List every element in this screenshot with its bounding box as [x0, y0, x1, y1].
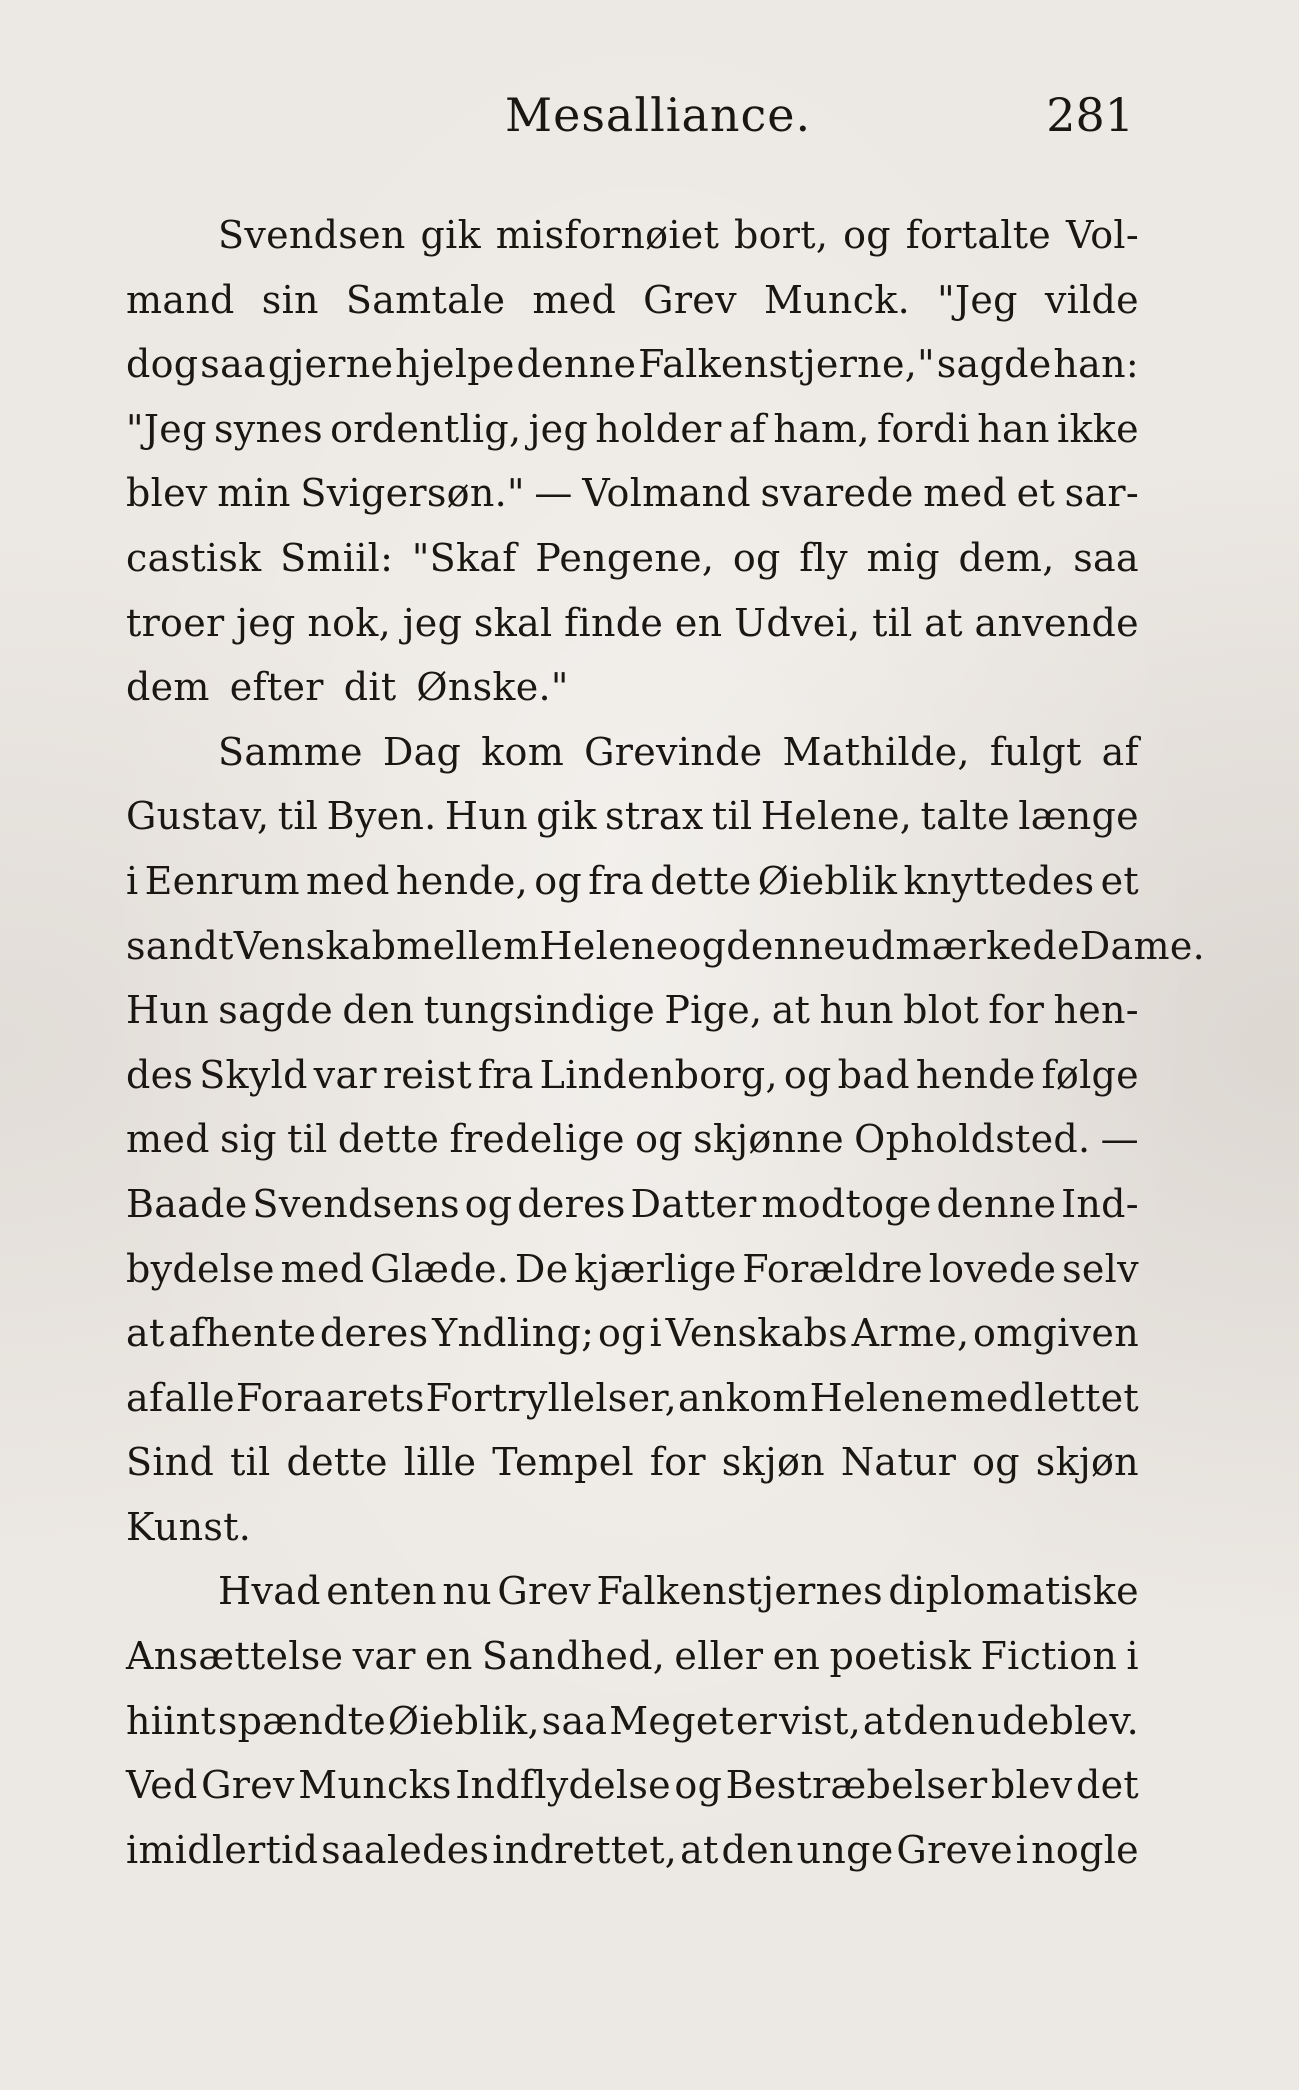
- word: hun: [819, 988, 894, 1033]
- word: Vol-: [1065, 213, 1139, 257]
- text-line: [126, 914, 1205, 979]
- word: skal: [473, 600, 553, 645]
- word: nok,: [307, 600, 392, 645]
- text-line: [126, 720, 1139, 785]
- word: og: [534, 858, 583, 903]
- word: "Jeg: [126, 406, 207, 451]
- word: blot: [903, 988, 979, 1033]
- word: denne: [516, 342, 637, 387]
- word: efter: [229, 665, 324, 710]
- text-line: [126, 849, 1139, 914]
- word: sar-: [1064, 471, 1139, 516]
- text-line: [126, 1366, 1139, 1431]
- word: dit: [343, 665, 397, 710]
- text-line: [126, 655, 1139, 720]
- word: denne: [936, 1181, 1057, 1226]
- word: til: [711, 794, 753, 839]
- word: sig: [220, 1117, 277, 1162]
- running-head: [0, 88, 1299, 148]
- text-line: [126, 332, 1139, 397]
- word: enten: [326, 1569, 437, 1614]
- word: Falkenstjernes: [596, 1569, 883, 1614]
- word: spændte: [217, 1698, 387, 1743]
- word: skjønne: [693, 1117, 844, 1162]
- word: med: [126, 1117, 210, 1162]
- word: reist: [382, 1052, 472, 1097]
- text-line: [126, 1430, 1139, 1495]
- word: til: [872, 600, 913, 645]
- word: og: [464, 1181, 513, 1226]
- word: dem: [126, 665, 210, 710]
- word: Falkenstjerne,": [638, 342, 935, 387]
- word: til: [287, 1117, 328, 1162]
- word: vist,: [779, 1698, 862, 1743]
- text-line: [126, 1559, 1139, 1624]
- word: længe: [1018, 794, 1139, 839]
- word: Dame.: [1079, 923, 1205, 968]
- word: synes: [213, 406, 323, 451]
- word: denne: [726, 923, 847, 968]
- page-number: 281: [1046, 88, 1134, 142]
- word: ham,: [773, 406, 870, 451]
- word: talte: [920, 794, 1010, 839]
- word: Helene,: [760, 794, 913, 839]
- word: blev: [990, 1763, 1073, 1808]
- word: af: [728, 406, 767, 451]
- word: med: [923, 471, 1008, 516]
- word: og: [597, 1311, 646, 1356]
- word: skjøn: [1035, 1440, 1139, 1485]
- word: hjelpe: [395, 342, 515, 387]
- word: nogle: [1031, 1827, 1139, 1872]
- word: og: [732, 535, 781, 580]
- word: af: [1101, 729, 1139, 774]
- word: bydelse: [126, 1246, 275, 1291]
- word: af: [126, 1375, 164, 1420]
- word: at: [924, 600, 963, 645]
- word: for: [988, 988, 1045, 1033]
- word: castisk: [126, 535, 262, 580]
- word: og: [783, 1052, 832, 1097]
- word: Ønske.": [416, 665, 569, 710]
- word: Volmand: [582, 471, 751, 516]
- word: at: [862, 1698, 902, 1743]
- word: og: [674, 1763, 723, 1808]
- word: Yndling;: [432, 1311, 595, 1356]
- word: i: [1126, 1634, 1139, 1679]
- word: Mathilde,: [782, 729, 970, 774]
- word: —: [534, 471, 573, 516]
- word: Helene: [809, 1375, 949, 1420]
- word: bad: [837, 1052, 910, 1097]
- word: poetisk: [829, 1634, 972, 1679]
- word: lille: [403, 1440, 477, 1485]
- text-line: [126, 268, 1139, 333]
- word: ankom: [678, 1375, 809, 1420]
- word: Sandhed,: [481, 1634, 666, 1679]
- word: vilde: [1044, 277, 1139, 322]
- word: i: [1015, 1827, 1029, 1872]
- word: hen-: [1053, 988, 1139, 1033]
- word: i: [126, 858, 139, 903]
- word: De: [514, 1246, 569, 1291]
- word: fly: [799, 535, 848, 580]
- word: Samme: [218, 729, 363, 774]
- word: sagde: [218, 988, 334, 1033]
- word: strax: [605, 794, 704, 839]
- word: en: [674, 600, 723, 645]
- word: Sind: [126, 1440, 215, 1485]
- word: Grev: [643, 277, 737, 322]
- word: han:: [1053, 342, 1139, 387]
- text-line: [126, 1624, 1139, 1689]
- word: var: [313, 1052, 377, 1097]
- word: Kunst.: [126, 1504, 252, 1549]
- word: følge: [1041, 1052, 1139, 1097]
- word: lettet: [1034, 1375, 1139, 1420]
- word: Venskabs: [665, 1311, 848, 1356]
- word: Forældre: [742, 1246, 923, 1291]
- word: Indflydelse: [455, 1763, 671, 1808]
- word: Pige,: [664, 988, 763, 1033]
- word: Grev: [201, 1763, 295, 1808]
- word: saa: [200, 342, 266, 387]
- word: en: [425, 1634, 473, 1679]
- word: og: [843, 213, 891, 257]
- word: saa: [541, 1698, 608, 1743]
- word: hende: [915, 1052, 1036, 1097]
- word: til: [230, 1440, 271, 1485]
- word: troer: [126, 600, 225, 645]
- word: Ansættelse: [126, 1634, 344, 1679]
- text-line: [126, 1495, 1139, 1560]
- word: udmærkede: [846, 923, 1080, 968]
- text-line: [126, 1107, 1139, 1172]
- word: afhente: [168, 1311, 317, 1356]
- running-title: Mesalliance.: [505, 88, 812, 142]
- word: sin: [261, 277, 319, 322]
- text-line: [126, 203, 1139, 268]
- word: nu: [442, 1569, 492, 1614]
- word: selv: [1062, 1246, 1139, 1291]
- word: Opholdsted.: [854, 1117, 1091, 1162]
- word: mig: [866, 535, 940, 580]
- word: dette: [337, 1117, 440, 1162]
- word: den: [721, 1827, 794, 1872]
- word: eller: [674, 1634, 764, 1679]
- word: hiint: [126, 1698, 217, 1743]
- word: Greve: [896, 1827, 1013, 1872]
- word: indrettet,: [492, 1827, 678, 1872]
- word: modtoge: [761, 1181, 932, 1226]
- word: saa: [1073, 535, 1139, 580]
- word: ordentlig,: [330, 406, 522, 451]
- word: og: [678, 923, 727, 968]
- word: Foraarets: [235, 1375, 425, 1420]
- text-line: [126, 1237, 1139, 1302]
- word: er: [736, 1698, 778, 1743]
- text-line: [126, 1043, 1139, 1108]
- word: i: [649, 1311, 662, 1356]
- word: udeblev.: [977, 1698, 1139, 1743]
- word: Fiction: [980, 1634, 1118, 1679]
- word: Øieblik,: [387, 1698, 540, 1743]
- text-line: [126, 1172, 1139, 1237]
- word: anvende: [974, 600, 1139, 645]
- word: Bestræbelser: [725, 1763, 988, 1808]
- word: saaledes: [321, 1827, 490, 1872]
- word: Smiil:: [280, 535, 394, 580]
- word: Datter: [630, 1181, 757, 1226]
- word: Hvad: [218, 1569, 321, 1614]
- word: Svendsens: [252, 1181, 460, 1226]
- word: var: [352, 1634, 416, 1679]
- text-line: [126, 1301, 1139, 1366]
- word: en: [772, 1634, 821, 1679]
- word: Hun: [126, 988, 209, 1033]
- word: for: [649, 1440, 706, 1485]
- word: og: [972, 1440, 1020, 1485]
- text-line: [126, 1753, 1139, 1818]
- word: svarede: [760, 471, 914, 516]
- word: "Jeg: [937, 277, 1018, 322]
- word: det: [1076, 1763, 1139, 1808]
- word: med: [532, 277, 617, 322]
- word: den: [342, 988, 415, 1033]
- word: holder: [595, 406, 722, 451]
- word: at: [680, 1827, 719, 1872]
- word: Ind-: [1061, 1181, 1139, 1226]
- word: med: [280, 1246, 365, 1291]
- word: fordi: [876, 406, 971, 451]
- word: mand: [126, 277, 235, 322]
- word: bort,: [734, 213, 829, 257]
- word: misfornøiet: [495, 213, 720, 257]
- word: Samtale: [345, 277, 506, 322]
- word: alle: [164, 1375, 235, 1420]
- word: Muncks: [298, 1763, 452, 1808]
- word: Ved: [126, 1763, 198, 1808]
- word: til: [277, 794, 319, 839]
- word: Svigersøn.": [300, 471, 525, 516]
- word: Baade: [126, 1181, 248, 1226]
- word: at: [771, 988, 811, 1033]
- word: Eenrum: [144, 858, 300, 903]
- word: "Skaf: [411, 535, 517, 580]
- word: omgiven: [973, 1311, 1139, 1356]
- word: gik: [536, 794, 597, 839]
- word: Dag: [382, 729, 462, 774]
- word: dog: [126, 342, 199, 387]
- word: Venskab: [233, 923, 397, 968]
- word: med: [306, 858, 390, 903]
- word: Grev: [497, 1569, 592, 1614]
- word: Arme,: [851, 1311, 970, 1356]
- word: gjerne: [267, 342, 394, 387]
- word: Hun: [444, 794, 528, 839]
- word: og: [635, 1117, 683, 1162]
- word: Natur: [840, 1440, 957, 1485]
- word: fra: [477, 1052, 534, 1097]
- word: jeg: [236, 600, 296, 645]
- word: den: [903, 1698, 976, 1743]
- text-line: [126, 1818, 1139, 1883]
- text-line: [126, 397, 1139, 462]
- word: Byen.: [326, 794, 437, 839]
- word: han: [977, 406, 1050, 451]
- word: deres: [517, 1181, 626, 1226]
- word: et: [1016, 471, 1056, 516]
- word: Munck.: [763, 277, 910, 322]
- word: Fortryllelser,: [425, 1375, 678, 1420]
- word: min: [217, 471, 291, 516]
- word: imidlertid: [126, 1827, 319, 1872]
- word: jeg: [528, 406, 589, 451]
- body-text: [126, 203, 1205, 1882]
- word: Lindenborg,: [539, 1052, 778, 1097]
- word: med: [949, 1375, 1034, 1420]
- word: fulgt: [989, 729, 1082, 774]
- word: skjøn: [721, 1440, 825, 1485]
- word: ikke: [1057, 406, 1139, 451]
- word: finde: [564, 600, 664, 645]
- word: Helene: [539, 923, 679, 968]
- word: lovede: [928, 1246, 1057, 1291]
- word: dette: [286, 1440, 388, 1485]
- text-line: [126, 591, 1139, 656]
- word: Skyld: [199, 1052, 308, 1097]
- word: Pengene,: [535, 535, 715, 580]
- word: Gustav,: [126, 794, 270, 839]
- word: sandt: [126, 923, 234, 968]
- word: Øieblik: [757, 858, 898, 903]
- word: hende,: [395, 858, 529, 903]
- word: et: [1100, 858, 1139, 903]
- text-line: [126, 784, 1139, 849]
- word: at: [126, 1311, 165, 1356]
- word: sagde: [936, 342, 1052, 387]
- word: blev: [126, 471, 208, 516]
- word: Glæde.: [370, 1246, 510, 1291]
- word: fredelige: [449, 1117, 625, 1162]
- word: Grevinde: [584, 729, 763, 774]
- word: Svendsen: [218, 213, 406, 257]
- word: tungsindige: [423, 988, 656, 1033]
- word: Tempel: [492, 1440, 634, 1485]
- word: dette: [650, 858, 752, 903]
- word: des: [126, 1052, 194, 1097]
- word: fortalte: [905, 213, 1052, 257]
- word: dem,: [958, 535, 1055, 580]
- word: —: [1100, 1117, 1139, 1162]
- word: gik: [420, 213, 481, 257]
- word: diplomatiske: [888, 1569, 1139, 1614]
- word: Meget: [609, 1698, 735, 1743]
- word: mellem: [396, 923, 540, 968]
- text-line: [126, 978, 1139, 1043]
- text-line: [126, 461, 1139, 526]
- word: kom: [481, 729, 565, 774]
- word: fra: [588, 858, 645, 903]
- word: unge: [796, 1827, 894, 1872]
- text-line: [126, 1689, 1139, 1754]
- word: deres: [319, 1311, 429, 1356]
- word: Udvei,: [734, 600, 861, 645]
- text-line: [126, 526, 1139, 591]
- word: knyttedes: [903, 858, 1095, 903]
- word: jeg: [402, 600, 463, 645]
- word: kjærlige: [574, 1246, 737, 1291]
